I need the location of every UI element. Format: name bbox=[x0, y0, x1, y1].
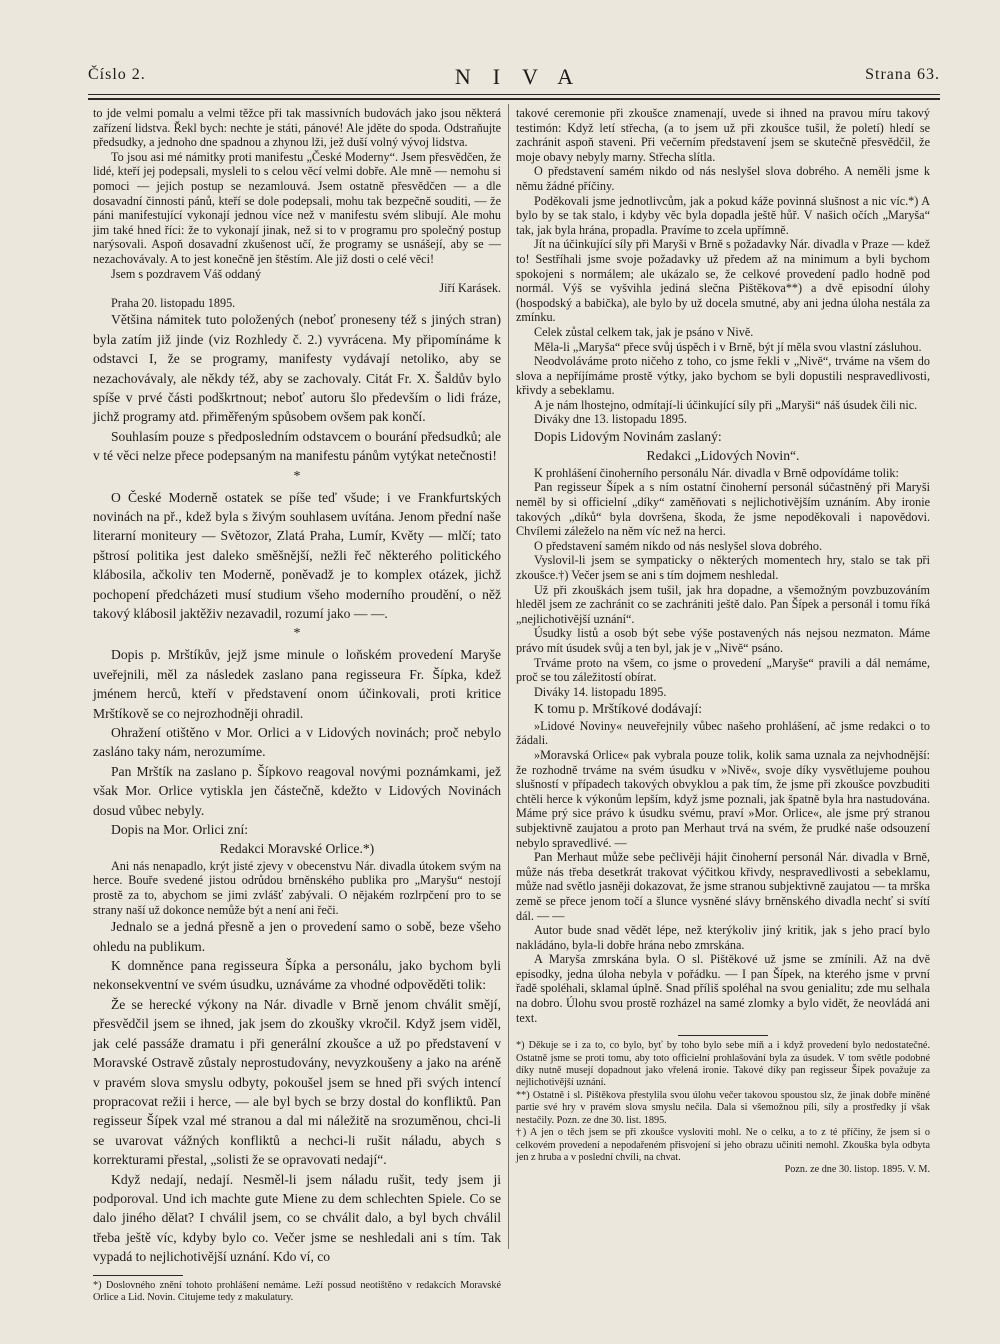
column-divider bbox=[508, 104, 509, 1249]
right-column bbox=[516, 106, 930, 1246]
right_column-paragraph: Poděkovali jsme jednotlivcům, jak a pokud káže povinná slušnost a nic víc.*) A bylo by se tak stalo, i kdyby věc byla dopadla ještě hůř. V našich očích „Maryša“ tak, jak byla hrána, propadla. Pravíme to zcela upřímně. bbox=[516, 193, 930, 237]
footnote: Pozn. ze dne 30. listop. 1895. V. M. bbox=[784, 1164, 930, 1176]
journal-title: NIVA bbox=[454, 64, 596, 89]
left_column-paragraph: Jiří Karásek. bbox=[439, 281, 501, 296]
left_column-paragraph: Když nedají, nedají. Nesměl-li jsem náladu rušit, tedy jsem ji podporoval. Und ich machte gute Miene zu dem schlechten Spiele. Co se dalo jiného dělat? I chválil jsem, co se chválit dalo, a byl bych chválil třeba ještě víc, kdyby bylo co. Večer jsme se neshledali ani s tím. Tak vypadá to nejlichotivější uznání. Kdo ví, co bbox=[93, 1171, 501, 1265]
right_column-paragraph: O představení samém nikdo od nás neslyšel slova dobrého. bbox=[534, 538, 823, 553]
right_column-paragraph: Pan Merhaut může sebe pečlivěji hájit činoherní personál Nár. divadla v Brně, může nás třeba desetkrát trakovat výčitkou křivdy, nespravedlivosti a sebeklamu, může nad světlo jasněji dokazovat, že jsme stranou subjektivně zaujatou — ta mrška země se přece jenom točí a šlunce vysněné slávy brněnského divadla nechť si svítí dál. — — bbox=[516, 850, 930, 923]
right_column-paragraph: »Lidové Noviny« neuveřejnily vůbec našeho prohlášení, ač jsme redakci o to žádali. bbox=[516, 718, 930, 748]
left_column-paragraph: O České Moderně ostatek se píše teď všude; i ve Frankfurtských novinách na př., kdež byla s živým souhlasem uvítána. Jenom přední naše literarní moniteury — Světozor, Zlatá Praha, Lumír, Květy — mlčí; tato pštrosí politika jest daleko směšnější, nežli řeč některého politického klábosila, ačkoliv ten Moderně, poněvadž je to komplex otázek, jichž pochopení předcházeti musí studium všeho moderního proudění, o něž takový klábosil jaktěživ nezavadil, rozumí jako — —. bbox=[93, 489, 501, 621]
right_column-paragraph: takové ceremonie při zkoušce znamenají, uvede si ihned na pravou míru takový testimón: Když letí střecha, (a to jsem už při zkoušce tušil, že poletí) hledí se zachránit aspoň staveni. Při večerním představení jsem se skutečně přesvědčil, že moje obavy nebyly marny. Střecha slítla. bbox=[516, 106, 930, 164]
right_column-paragraph: K tomu p. Mrštíkové dodávají: bbox=[534, 701, 703, 717]
page-number: Strana 63. bbox=[865, 66, 940, 83]
right_column-paragraph: Vyslovil-li jsem se sympaticky o některých momentech hry, stalo se tak při zkoušce.†) Večer jsem se ani s tím dojmem neshledal. bbox=[516, 553, 930, 583]
header-rule bbox=[88, 94, 940, 95]
footnote: †) A jen o těch jsem se při zkoušce vysloviti mohl. Ne o celku, a to z té příčiny, že jsem si o celkovém provedení a nepodařeném přisvojení si jeho obrazu učiniti nemohl. Zkouška byla odbyta jen z hruba a v poslední chvíli, na chvat. bbox=[516, 1127, 930, 1163]
left-column bbox=[93, 106, 501, 1303]
left_column-paragraph: Ohražení otištěno v Mor. Orlici a v Lidových novinách; proč nebylo zasláno taky nám, nerozumíme. bbox=[93, 725, 501, 760]
left_column-paragraph: Ani nás nenapadlo, krýt jisté zjevy v obecenstvu Nár. divadla útokem svým na herce. Bouře svedené jistou odrůdou brněnského publika pro „Maryšu“ nestojí prostě za to, abychom se jimi zvlášť zabývali. O nějakém rozlrpčení pro to se strany naší už dokonce nemůže být a není ani řeči. bbox=[93, 858, 501, 917]
right_column-paragraph: Trváme proto na všem, co jsme o provedení „Maryše“ pravili a dál nemáme, proč se tou záležitostí obírat. bbox=[516, 655, 930, 685]
footnote-rule bbox=[93, 1275, 183, 1276]
right_column-paragraph: Diváky 14. listopadu 1895. bbox=[534, 684, 667, 699]
section-separator: * bbox=[293, 468, 301, 484]
right_column-paragraph: Diváky dne 13. listopadu 1895. bbox=[534, 412, 688, 427]
right_column-paragraph: Jít na účinkující síly při Maryši v Brně s požadavky Nár. divadla v Praze — kdež to! Sestříhali jsme svoje požadavky už předem až na minimum a byli bychom spokojeni s normálem; ale ukázalo se, že celkové provedení padlo hodně pod normál. Výš se vyšvihla jediná slečna Pištěkova**) a dvě episodní úlohy (hospodský a babička), ale bylo by už docela smutné, aby ani jedna úloha nestála za zmínku. bbox=[516, 237, 930, 325]
right_column-paragraph: O představení samém nikdo od nás neslyšel slova dobrého. A neměli jsme k němu žádné příčiny. bbox=[516, 164, 930, 193]
left_column-paragraph: Většina námitek tuto položených (neboť proneseny též s jiných stran) byla zatím již jinde (viz Rozhledy č. 2.) vyvrácena. My připomínáme k odstavci I, že se programy, manifesty vydávají netoliko, aby se nezachovávaly, ale někdy též, aby se zachovaly. Citát Fr. X. Šaldův bylo spíše v prvé části podškrtnout; neboť autoru šlo především o lidi fráze, jichž programy atd. přiměřeným spůsobem ovšem pak končí. bbox=[93, 312, 501, 425]
page-header bbox=[88, 66, 940, 90]
left_column-paragraph: Jednalo se a jedná přesně a jen o provedení samo o sobě, beze všeho ohledu na publikum. bbox=[93, 919, 501, 954]
right_column-paragraph: K prohlášení činoherního personálu Nár. divadla v Brně odpovídáme tolik: bbox=[534, 465, 899, 480]
right_column-paragraph: Úsudky listů a osob být sebe výše postavených nás nejsou nezmaton. Máme právo mít úsudek svůj a ten byl, jak je v „Nivě“ psáno. bbox=[516, 626, 930, 655]
right_column-paragraph: Celek zůstal celkem tak, jak je psáno v Nivě. bbox=[534, 324, 754, 339]
left_column-paragraph: Že se herecké výkony na Nár. divadle v Brně jenom chválit smějí, přesvědčil jsem se ihned, jak jsem do zkoušky vkročil. Když jsem viděl, jak celé passáže dramatu i při generální zkoušce a už po představení v Moravské Ostravě zůstaly neprostudovány, nevyzkoušeny a jako na aréně v pravém slova smyslu odbyty, pokoušel jsem se hned při svých intencí propracovat režii i herce, — ale byl bych se brzy dostal do konfliktů. Pan regisseur Šípek vzal mé stranou a dal mi náležitě na srozuměnou, chci-li se uvarovat vážných konfliktů a nechci-li rušit náladu, abych s korrekturami přestal, „solisti že se opravovati nedají“. bbox=[93, 996, 501, 1168]
left_column-paragraph: Pan Mrštík na zaslano p. Šípkovo reagoval novými poznámkami, jež však Mor. Orlice vytiskla jen částečně, kdežto v Lidových Novinách dosud vůbec nebyly. bbox=[93, 763, 501, 818]
right_column-paragraph: Redakci „Lidových Novin“. bbox=[646, 448, 800, 464]
right_column-paragraph: »Moravská Orlice« pak vybrala pouze tolik, kolik sama uznala za nejvhodnější: že rozhodně trváme na svém úsudku v »Nivě«, svoje díky vysvětlujeme pouhou slušností v případech takových obvyklou a pak tím, že jsme při zkoušce povzbuditi chtěli herce k výkonům lepším, když jsme poznali, jak špatně byla hra nastudována. Máme prý sice právo k úsudku svému, praví »Mor. Orlice«, ale jsme prý stranou subjektivně zaujatou a proto pan Merhaut trvá na svém, že prudké naše odsouzení nebylo spravedlivé. — bbox=[516, 747, 930, 850]
right_column-paragraph: Pan regisseur Šípek a s ním ostatní činoherní personál súčastněný při Maryši neměl by si officielní „díky“ zaměňovati s nejlichotivějším uznáním. Aby ironie takových „díků“ byla dovršena, škoda, že jsme nepoděkovali i napovědovi. Chvílemi záleželo na něm víc než na herci. bbox=[516, 480, 930, 539]
left_column-paragraph: Dopis p. Mrštíkův, jejž jsme minule o loňském provedení Maryše uveřejnili, měl za následek zaslano pana regisseura Fr. Šípka, kdež jménem herců, kteří v představení onom účinkovali, proti kritice Mrštíkově se co nejrozhodněji ohradil. bbox=[93, 647, 501, 721]
right_column-paragraph: Měla-li „Maryša“ přece svůj úspěch i v Brně, být jí měla svou vlastní zásluhou. bbox=[534, 339, 922, 354]
right_column-paragraph: Už při zkouškách jsem tušil, jak hra dopadne, a všemožným povzbuzováním hleděl jsem ze zachránit co se zachrániti ještě dalo. Pan Šípek a personál i tomu říká „nejlichotivější uznání“. bbox=[516, 582, 930, 626]
right_column-paragraph: Neodvoláváme proto ničeho z toho, co jsme řekli v „Nivě“, trváme na všem do slova a nepříjímáme prostě výtky, jako bychom se byli dopustili nespravedlivosti, křivdy a sebeklamu. bbox=[516, 354, 930, 398]
left_column-paragraph: To jsou asi mé námitky proti manifestu „České Moderny“. Jsem přesvědčen, že lidé, kteří jej podepsali, mysleli to s celou věcí velmi dobře. Ale mně — nemohu si pomoci — jejich postup se nezamlouvá. Jsem ostatně přesvědčen — a dle dosavadní činnosti pánů, kteří se dole podepsali, mohu tak bezpečně souditi, — že páni manifestující vykonají jednou více než v manifestu svém slibují. Ale mohu jim také hned říci: že to vykonají jinak, než si to v programu pro společný postup narýsovali. Aspoň dosavadní zkušenost učí, že programy se usnášejí, aby se — nezachovávaly. A to jest konečně jen štěstím. Ale již dosti o celé věci! bbox=[93, 149, 501, 266]
left_column-paragraph: to jde velmi pomalu a velmi těžce při tak massivních budovách jako jsou některá zařízení lidstva. Řekl bych: nechte je státi, pánové! Ale jděte do spoda. Odstraňujte předsudky, a jednoho dne spadnou a zhynou lži, jež duší volný vývoj lidstva. bbox=[93, 106, 501, 150]
right_column-paragraph: A Maryša zmrskána byla. O sl. Pištěkové už jsme se zmínili. Až na dvě episodky, jedna úloha nebyla v pořádku. — I pan Šípek, na kterého jsme v první řadě spoléhali, sklamal úplně. Snad příliš spoléhal na svou genialitu; zde mu selhala na dobro. Úlohu svou prostě rozházel na samé zlomky a bylo vidět, že neovládá ani text. bbox=[516, 952, 930, 1025]
header-rule-double bbox=[88, 98, 940, 100]
left_column-paragraph: K domněnce pana regisseura Šípka a personálu, jako bychom byli nekonsekventní ve svém úsudku, uznáváme za vhodné odpověděti tolik: bbox=[93, 958, 501, 993]
right_column-paragraph: A je nám lhostejno, odmítají-li účinkující síly při „Maryši“ náš úsudek čili nic. bbox=[534, 397, 918, 412]
left_column-paragraph: Praha 20. listopadu 1895. bbox=[111, 295, 236, 310]
right_column-paragraph: Autor bude snad vědět lépe, než kterýkoliv jiný kritik, jak s jeho prací bylo nakládáno, byla-li dobře hrána nebo zmrskána. bbox=[516, 923, 930, 952]
issue-number: Číslo 2. bbox=[88, 66, 146, 83]
right_column-paragraph: Dopis Lidovým Novinám zaslaný: bbox=[534, 429, 722, 445]
footnote: **) Ostatně i sl. Pištěkova přestylila svou úlohu večer takovou spoustou slz, že jinak dobře míněné partie své hry v pravém slova smyslu nečila. Dala si všemožnou píli, síly a prostředky jí však nestačily. Pozn. ze dne 30. list. 1895. bbox=[516, 1089, 930, 1126]
section-separator: * bbox=[293, 626, 301, 642]
left_column-paragraph: Jsem s pozdravem Váš oddaný bbox=[111, 266, 262, 281]
left_column-paragraph: Dopis na Mor. Orlici zní: bbox=[111, 822, 249, 838]
footnote: *) Děkuje se i za to, co bylo, byť by toho bylo sebe míň a i když provedení bylo nedostatečné. Ostatně jsme se proti tomu, aby toto officielní prohlašování byla za úsudek. V tom světle podobné díky nutně musejí dopadnout jako vřelená ironie. Takové díky pan regisseur Šípek považuje za nejlichotivější uznání. bbox=[516, 1040, 930, 1089]
left_column-paragraph: Redakci Moravské Orlice.*) bbox=[219, 841, 375, 857]
footnote-rule bbox=[678, 1035, 768, 1036]
left_column-paragraph: Souhlasím pouze s předposledním odstavcem o bourání předsudků; ale v té věci nelze přece podepsaným na manifestu pánům vytýkat netečnosti! bbox=[93, 428, 501, 464]
footnote: *) Doslovného znění tohoto prohlášení nemáme. Leží possud neotištěno v redakcích Moravské Orlice a Lid. Novin. Citujeme tedy z makulatury. bbox=[93, 1279, 501, 1303]
